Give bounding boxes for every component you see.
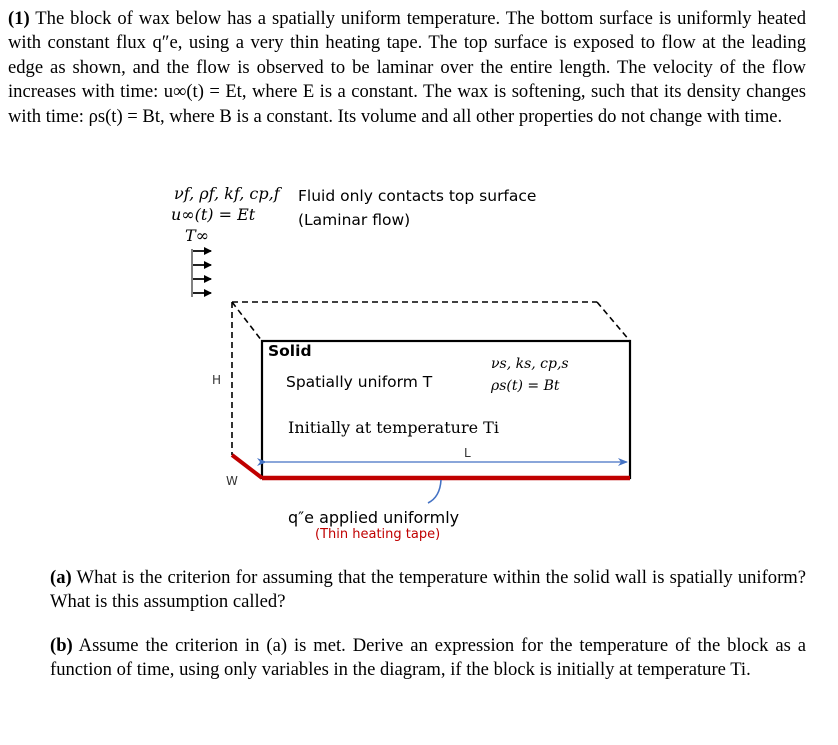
fluid-velocity: u∞(t) = Et bbox=[171, 205, 256, 224]
question-a-label: (a) bbox=[50, 567, 72, 588]
question-b bbox=[50, 634, 806, 683]
heating-tape-note: (Thin heating tape) bbox=[315, 527, 441, 542]
question-a bbox=[50, 566, 806, 615]
solid-properties: νs, ks, cp,s bbox=[491, 356, 569, 372]
fluid-properties: νf, ρf, kf, cp,f bbox=[174, 184, 280, 203]
question-b-text: Assume the criterion in (a) is met. Derive an expression for the temperature of the block as a function of time, using only variables in the diagram, if the block is initially at temperature Ti. bbox=[50, 635, 807, 681]
question-a-text: What is the criterion for assuming that the temperature within the solid wall is spatially uniform? What is this assumption called? bbox=[50, 567, 806, 613]
solid-density: ρs(t) = Bt bbox=[491, 378, 560, 394]
solid-title: Solid bbox=[268, 342, 312, 360]
flow-arrows bbox=[192, 249, 211, 297]
fluid-note-contact: Fluid only contacts top surface bbox=[298, 187, 537, 205]
problem-number: (1) bbox=[8, 8, 30, 29]
solid-uniform-temp: Spatially uniform T bbox=[286, 373, 433, 391]
problem-body: The block of wax below has a spatially uniform temperature. The bottom surface is uniformly heated with constant flux q″e, using a very thin heating tape. The top surface is exposed to flow at the leading edge as shown, and the flow is observed to be laminar over the entire length. The velocity of the flow increases with time: u∞(t) = Et, where E is a constant. The wax is softening, such that its density changes with time: ρs(t) = Bt, where B is a constant. Its volume and all other properties do not change with time. bbox=[8, 8, 806, 127]
solid-initial-temp: Initially at temperature Ti bbox=[288, 418, 499, 437]
block-front-face bbox=[262, 341, 630, 478]
question-b-label: (b) bbox=[50, 635, 73, 656]
heat-flux-indicator bbox=[428, 480, 441, 503]
heat-flux-label: q″e applied uniformly bbox=[288, 508, 460, 527]
height-label: H bbox=[212, 373, 222, 387]
width-label: W bbox=[226, 474, 238, 488]
fluid-note-laminar: (Laminar flow) bbox=[298, 211, 411, 229]
length-label: L bbox=[464, 446, 471, 460]
fluid-temperature: T∞ bbox=[185, 226, 209, 245]
